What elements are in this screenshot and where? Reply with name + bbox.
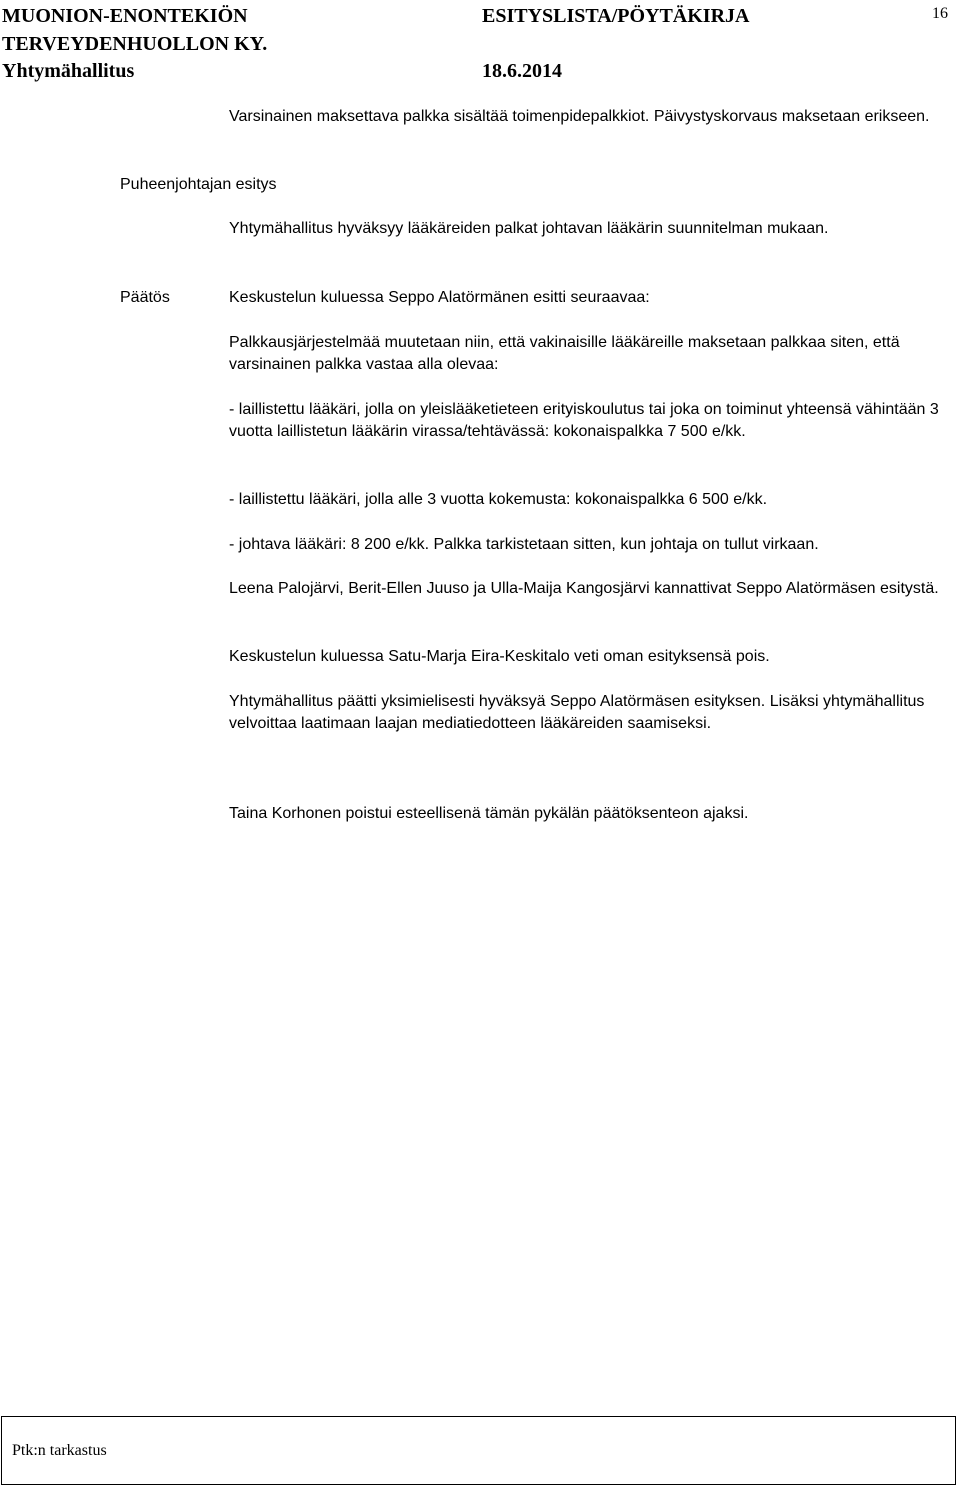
- final-decision-text: Yhtymähallitus päätti yksimielisesti hyväksyä Seppo Alatörmäsen esityksen. Lisäksi yhtymähallitus velvoittaa laatimaan laajan mediatiedotteen lääkäreiden saamiseksi.: [229, 693, 925, 732]
- intro-paragraph: [229, 106, 949, 128]
- decision-label: Päätös: [120, 289, 170, 306]
- specialist-salary-item: - laillistettu lääkäri, jolla on yleislääketieteen erityiskoulutus tai joka on toiminut yhteensä vähintään 3 vuotta laillistetun lääkärin virassa/tehtävässä: kokonaispalkka 7 500 e/kk.: [229, 401, 939, 440]
- governing-body-name: Yhtymähallitus: [2, 60, 135, 82]
- decision-paragraph: [229, 534, 949, 556]
- decision-paragraph: [229, 399, 949, 443]
- decision-paragraph: [229, 578, 949, 600]
- minutes-review-box: [1, 1416, 956, 1485]
- intro-text: Varsinainen maksettava palkka sisältää toimenpidepalkkiot. Päivystyskorvaus maksetaan erikseen.: [229, 108, 930, 125]
- organization-name-line1: MUONION-ENONTEKIÖN: [2, 5, 248, 27]
- recusal-note: [229, 803, 949, 825]
- decision-paragraph: [229, 691, 949, 735]
- support-text: Leena Palojärvi, Berit-Ellen Juuso ja Ulla-Maija Kangosjärvi kannattivat Seppo Alatörmäsen esitystä.: [229, 580, 939, 597]
- proposal-text: Yhtymähallitus hyväksyy lääkäreiden palkat johtavan lääkärin suunnitelman mukaan.: [229, 220, 829, 237]
- meeting-date: 18.6.2014: [482, 60, 562, 82]
- withdrawal-text: Keskustelun kuluessa Satu-Marja Eira-Keskitalo veti oman esityksensä pois.: [229, 648, 770, 665]
- decision-paragraph: [229, 332, 949, 376]
- salary-system-text: Palkkausjärjestelmää muutetaan niin, että vakinaisille lääkäreille maksetaan palkkaa siten, että varsinainen palkka vastaa alla olevaa:: [229, 334, 900, 373]
- chief-salary-item: - johtava lääkäri: 8 200 e/kk. Palkka tarkistetaan sitten, kun johtaja on tullut virkaan.: [229, 536, 819, 553]
- proposal-label: Puheenjohtajan esitys: [120, 176, 277, 193]
- decision-paragraph: [229, 646, 949, 668]
- page-number: 16: [932, 5, 948, 22]
- minutes-review-label: Ptk:n tarkastus: [12, 1442, 107, 1459]
- junior-salary-item: - laillistettu lääkäri, jolla alle 3 vuotta kokemusta: kokonaispalkka 6 500 e/kk.: [229, 491, 768, 508]
- decision-paragraph: [229, 489, 949, 511]
- proposal-section: [229, 218, 949, 240]
- document-type: ESITYSLISTA/PÖYTÄKIRJA: [482, 5, 750, 27]
- recusal-text: Taina Korhonen poistui esteellisenä tämän pykälän päätöksenteon ajaksi.: [229, 805, 749, 822]
- decision-intro: [229, 287, 949, 309]
- decision-intro-text: Keskustelun kuluessa Seppo Alatörmänen esitti seuraavaa:: [229, 289, 650, 306]
- organization-name-line2: TERVEYDENHUOLLON KY.: [2, 33, 268, 55]
